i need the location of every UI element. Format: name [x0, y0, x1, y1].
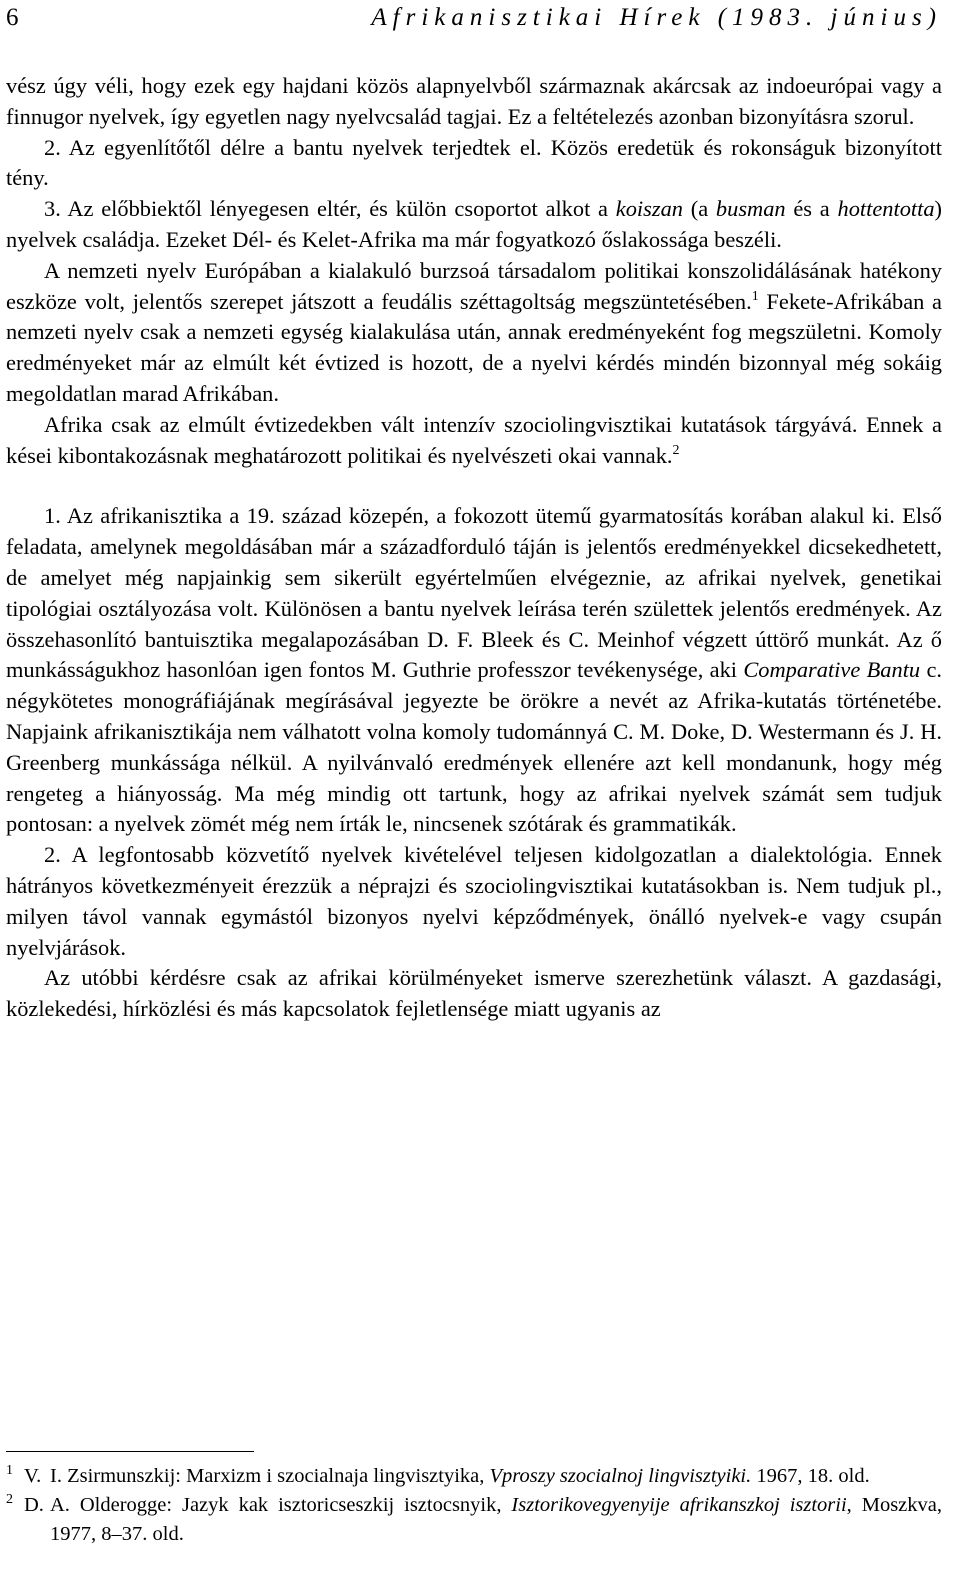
- paragraph: 1. Az afrikanisztika a 19. század közepén, a fokozott ütemű gyarmatosítás korában alakul ki. Első feladata, amelynek megoldásában már a századforduló táján is jelentős eredményekkel dicsekedhetett, de amelyet még napjainkig sem sikerült egyértelműen elvégeznie, az afrikai nyelvek, genetikai tipológiai osztályozása volt. Különösen a bantu nyelvek leírása terén születtek jelentős eredmények. Az összehasonlító bantuisztika megalapozásában D. F. Bleek és C. Meinhof végzett úttörő munkát. Az ő munkásságukhoz hasonlóan igen fontos M. Guthrie professzor tevékenysége, aki Comparative Bantu c. négykötetes monográfiájának megírásával jegyezte be örökre a nevét az Afrika-kutatás történetébe. Napjaink afrikanisztikája nem válhatott volna komoly tudománnyá C. M. Doke, D. Westermann és J. H. Greenberg munkássága nélkül. A nyilvánvaló eredmények ellenére azt kell mondanunk, hogy még rengeteg a hiányosság. Ma még mindig ott tartunk, hogy az afrikai nyelvek számát sem tudjuk pontosan: a nyelvek zömét még nem írták le, nincsenek szótárak és grammatikák.: [6, 503, 942, 837]
- footnote-number: 2: [6, 1492, 13, 1507]
- paragraph: 2. A legfontosabb közvetítő nyelvek kivételével teljesen kidolgozatlan a dialektológia. Ennek hátrányos következményeit érezzük a néprajzi és szociolingvisztikai kutatásokban is. Nem tudjuk pl., milyen távol vannak egymástól bizonyos nyelvi képződmények, önálló nyelvek-e vagy csupán nyelvjárások.: [6, 842, 942, 960]
- paragraph: Afrika csak az elmúlt évtizedekben vált intenzív szociolingvisztikai kutatások tárgyává. Ennek a kései kibontakozásnak meghatározott politikai és nyelvészeti okai vannak.$^2$: [6, 411, 942, 468]
- italic-term: hottentotta: [837, 196, 935, 222]
- footnote: 2 D. A. Olderogge: Jazyk kak isztoricseszkij isztocsnyik, Isztorikovegyenyije afrikanszkoj isztorii, Moszkva, 1977, 8–37. old.: [6, 1491, 942, 1549]
- footnote: 1 V. I. Zsirmunszkij: Marxizm i szocialnaja lingvisztyika, Vproszy szocialnoj lingvisztyiki. 1967, 18. old.: [6, 1462, 942, 1491]
- italic-term: busman: [715, 196, 786, 222]
- paragraph: A nemzeti nyelv Európában a kialakuló burzsoá társadalom politikai konszolidálásának hatékony eszköze volt, jelentős szerepet játszott a feudális széttagoltság megszüntetésében.$^1$ Fekete-Afrikában a nemzeti nyelv csak a nemzeti egység kialakulása után, annak eredményeként fog megszületni. Komoly eredményeket már az elmúlt két évtized is hozott, de a nyelvi kérdés mindén bizonnyal még sokáig megoldatlan marad Afrikában.: [6, 257, 942, 406]
- footnote-number: 1: [6, 1463, 13, 1478]
- italic-title: Comparative Bantu: [743, 657, 921, 683]
- footnotes: [6, 1462, 942, 1549]
- paragraph: Az utóbbi kérdésre csak az afrikai körülményeket ismerve szerezhetünk választ. A gazdasági, közlekedési, hírközlési és más kapcsolatok fejletlensége miatt ugyanis az: [6, 965, 942, 1022]
- italic-term: koiszan: [615, 196, 683, 222]
- body-text: [6, 71, 942, 1025]
- running-title: Afrikanisztikai Hírek (1983. június): [371, 4, 942, 31]
- paragraph: 2. Az egyenlítőtől délre a bantu nyelvek terjedtek el. Közös eredetük és rokonságuk bizonyított tény.: [6, 134, 942, 191]
- footnote-ref: 2: [672, 442, 680, 458]
- footnote-ref: 1: [751, 288, 759, 304]
- page-number: 6: [6, 4, 19, 31]
- footnote-divider: [6, 1451, 254, 1452]
- paragraph: vész úgy véli, hogy ezek egy hajdani közös alapnyelvből származnak akárcsak az indoeurópai vagy a finnugor nyelvek, így egyetlen nagy nyelvcsalád tagjai. Ez a feltételezés azonban bizonyításra szorul.: [6, 73, 942, 129]
- paragraph: 3. Az előbbiektől lényegesen eltér, és külön csoportot alkot a koiszan (a busman és a hottentotta) nyelvek családja. Ezeket Dél- és Kelet-Afrika ma már fogyatkozó őslakossága beszéli.: [6, 196, 943, 252]
- page-header: [6, 4, 942, 44]
